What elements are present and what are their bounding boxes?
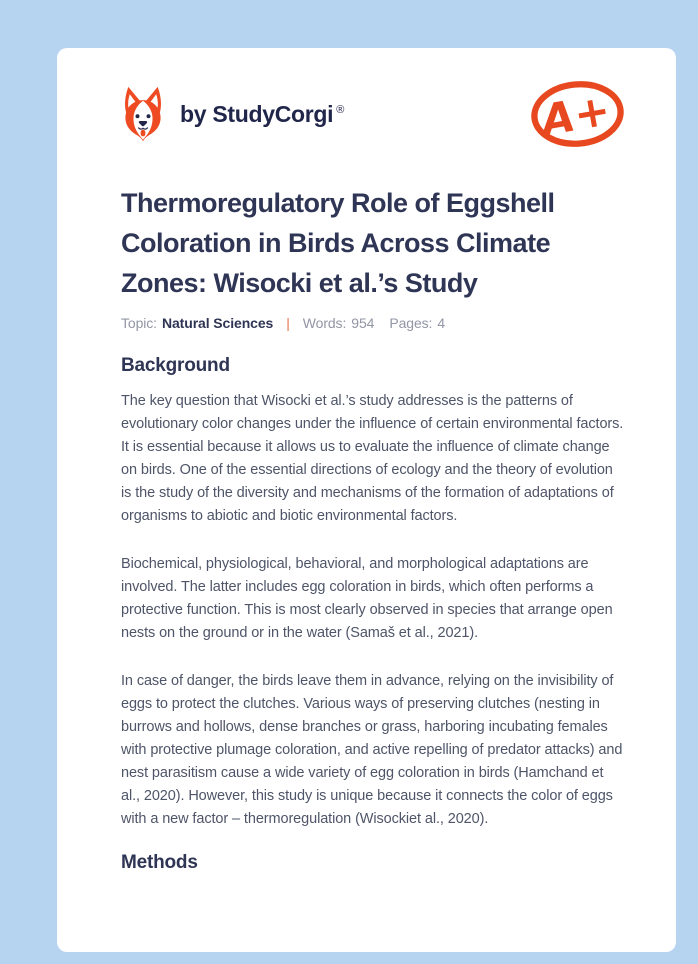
page-title: Thermoregulatory Role of Eggshell Coloration in Birds Across Climate Zones: Wisocki et al.’s Study — [121, 188, 555, 298]
section-heading-background: Background — [121, 355, 230, 376]
registered-trademark: ® — [336, 103, 345, 116]
a-plus-badge-icon — [529, 77, 626, 151]
topic-label: Topic: — [121, 315, 157, 331]
brand-text — [180, 101, 344, 128]
card-header — [121, 78, 626, 150]
pages-value: 4 — [437, 315, 446, 331]
corgi-head-icon — [121, 85, 165, 143]
words-label: Words: — [302, 315, 347, 331]
paragraph: Biochemical, physiological, behavioral, and morphological adaptations are involved. The latter includes egg coloration in birds, which often performs a protective function. This is most clearly observed in species that arrange open nests on the ground or in the water (Samaš et al., 2021). — [121, 556, 613, 641]
paragraph: In case of danger, the birds leave them in advance, relying on the invisibility of eggs to protect the clutches. Various ways of preserving clutches (nesting in burrows and hollows, dense branches or grass, harboring incubating females with protective plumage coloration, and active repelling of predator attacks) and nest parasitism cause a wide variety of egg coloration in birds (Hamchand et al., 2020). However, this study is unique because it connects the color of eggs with a new factor – thermoregulation (Wisockiet al., 2020). — [121, 673, 623, 827]
studycorgi-logo[interactable] — [121, 85, 344, 143]
topic-link[interactable]: Natural Sciences — [161, 315, 274, 331]
words-value: 954 — [351, 315, 375, 331]
brand-label: by StudyCorgi — [180, 100, 334, 127]
paragraph: The key question that Wisocki et al.’s study addresses is the patterns of evolutionary color changes under the influence of certain environmental factors. It is essential because it allows us to evaluate the influence of climate change on birds. One of the essential directions of ecology and the theory of evolution is the study of the diversity and mechanisms of the formation of adaptations of organisms to abiotic and biotic environmental factors. — [121, 393, 624, 524]
document-card — [57, 48, 676, 952]
badge-grade-text: A+ — [537, 85, 615, 147]
meta-separator: | — [286, 315, 290, 331]
meta-bar — [121, 315, 626, 331]
pages-label: Pages: — [389, 315, 433, 331]
section-heading-methods: Methods — [121, 852, 198, 873]
